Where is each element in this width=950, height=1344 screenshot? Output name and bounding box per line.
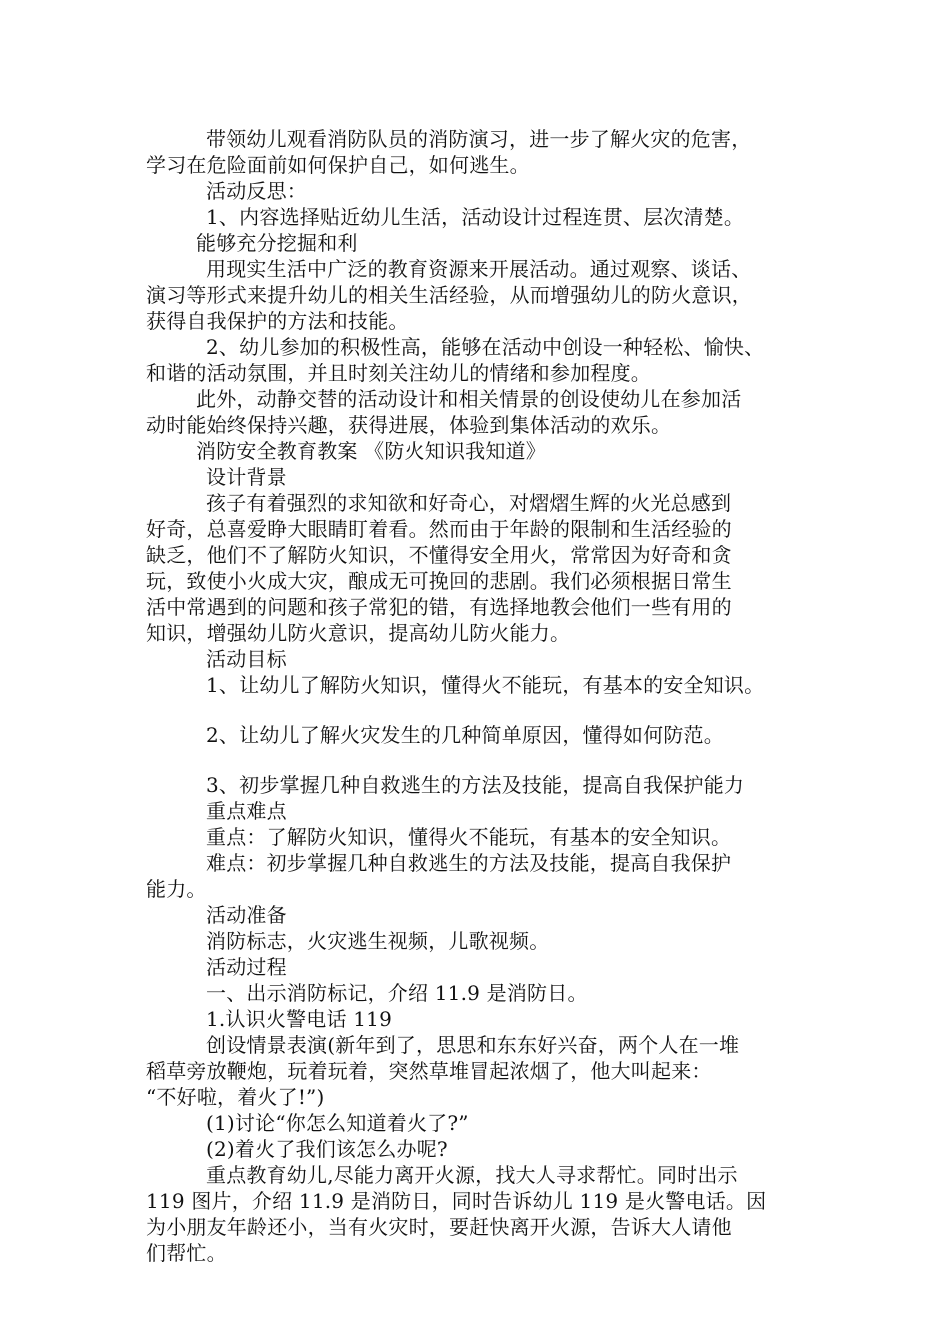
lesson-title: 消防安全教育教案 《防火知识我知道》 bbox=[196, 439, 546, 463]
text-line: 动时能始终保持兴趣，获得进展，体验到集体活动的欢乐。 bbox=[146, 413, 672, 437]
text-line: 此外，动静交替的活动设计和相关情景的创设使幼儿在参加活 bbox=[196, 387, 742, 411]
text-line: 带领幼儿观看消防队员的消防演习，进一步了解火灾的危害， bbox=[206, 127, 752, 151]
text-line: 稻草旁放鞭炮，玩着玩着，突然草堆冒起浓烟了，他大叫起来： bbox=[146, 1059, 712, 1083]
section-heading: 活动准备 bbox=[206, 903, 287, 927]
text-line: 难点：初步掌握几种自救逃生的方法及技能，提高自我保护 bbox=[206, 851, 732, 875]
section-heading: 活动过程 bbox=[206, 955, 287, 979]
text-line: 2、幼儿参加的积极性高，能够在活动中创设一种轻松、愉快、 bbox=[206, 335, 765, 359]
text-line: 1.认识火警电话 119 bbox=[206, 1007, 393, 1031]
text-line: 活中常遇到的问题和孩子常犯的错，有选择地教会他们一些有用的 bbox=[146, 595, 732, 619]
text-line: (2)着火了我们该怎么办呢? bbox=[206, 1137, 448, 1161]
section-heading: 设计背景 bbox=[206, 465, 287, 489]
text-line: 重点：了解防火知识，懂得火不能玩，有基本的安全知识。 bbox=[206, 825, 732, 849]
text-line: 1、让幼儿了解防火知识，懂得火不能玩，有基本的安全知识。 bbox=[206, 673, 765, 697]
text-line: (1)讨论“你怎么知道着火了?” bbox=[206, 1111, 469, 1135]
text-line: 消防标志，火灾逃生视频，儿歌视频。 bbox=[206, 929, 550, 953]
text-line: 3、初步掌握几种自救逃生的方法及技能，提高自我保护能力 bbox=[206, 773, 745, 797]
section-heading: 重点难点 bbox=[206, 799, 287, 823]
text-line: 创设情景表演(新年到了，思思和东东好兴奋，两个人在一堆 bbox=[206, 1033, 740, 1057]
text-line: 一、出示消防标记，介绍 11.9 是消防日。 bbox=[206, 981, 588, 1005]
text-line: 为小朋友年龄还小，当有火灾时，要赶快离开火源，告诉大人请他 bbox=[146, 1215, 732, 1239]
text-line: 用现实生活中广泛的教育资源来开展活动。通过观察、谈话、 bbox=[206, 257, 752, 281]
text-line: 重点教育幼儿,尽能力离开火源，找大人寻求帮忙。同时出示 bbox=[206, 1163, 738, 1187]
text-line: 能力。 bbox=[146, 877, 207, 901]
text-line: 1、内容选择贴近幼儿生活，活动设计过程连贯、层次清楚。 bbox=[206, 205, 745, 229]
text-line: 孩子有着强烈的求知欲和好奇心，对熠熠生辉的火光总感到 bbox=[206, 491, 732, 515]
text-line: 学习在危险面前如何保护自己，如何逃生。 bbox=[146, 153, 530, 177]
text-line: 好奇，总喜爱睁大眼睛盯着看。然而由于年龄的限制和生活经验的 bbox=[146, 517, 732, 541]
section-heading: 活动目标 bbox=[206, 647, 287, 671]
text-line: 缺乏，他们不了解防火知识，不懂得安全用火，常常因为好奇和贪 bbox=[146, 543, 732, 567]
text-line: 2、让幼儿了解火灾发生的几种简单原因，懂得如何防范。 bbox=[206, 723, 724, 747]
text-line: 119 图片，介绍 11.9 是消防日，同时告诉幼儿 119 是火警电话。因 bbox=[146, 1189, 767, 1213]
text-line: 知识，增强幼儿防火意识，提高幼儿防火能力。 bbox=[146, 621, 571, 645]
text-line: 玩，致使小火成大灾，酿成无可挽回的悲剧。我们必须根据日常生 bbox=[146, 569, 732, 593]
text-line: 能够充分挖掘和利 bbox=[196, 231, 358, 255]
text-line: “不好啦，着火了!”) bbox=[146, 1085, 325, 1109]
text-line: 演习等形式来提升幼儿的相关生活经验，从而增强幼儿的防火意识， bbox=[146, 283, 752, 307]
section-heading: 活动反思： bbox=[206, 179, 307, 203]
text-line: 们帮忙。 bbox=[146, 1241, 227, 1265]
text-line: 获得自我保护的方法和技能。 bbox=[146, 309, 409, 333]
text-line: 和谐的活动氛围，并且时刻关注幼儿的情绪和参加程度。 bbox=[146, 361, 651, 385]
